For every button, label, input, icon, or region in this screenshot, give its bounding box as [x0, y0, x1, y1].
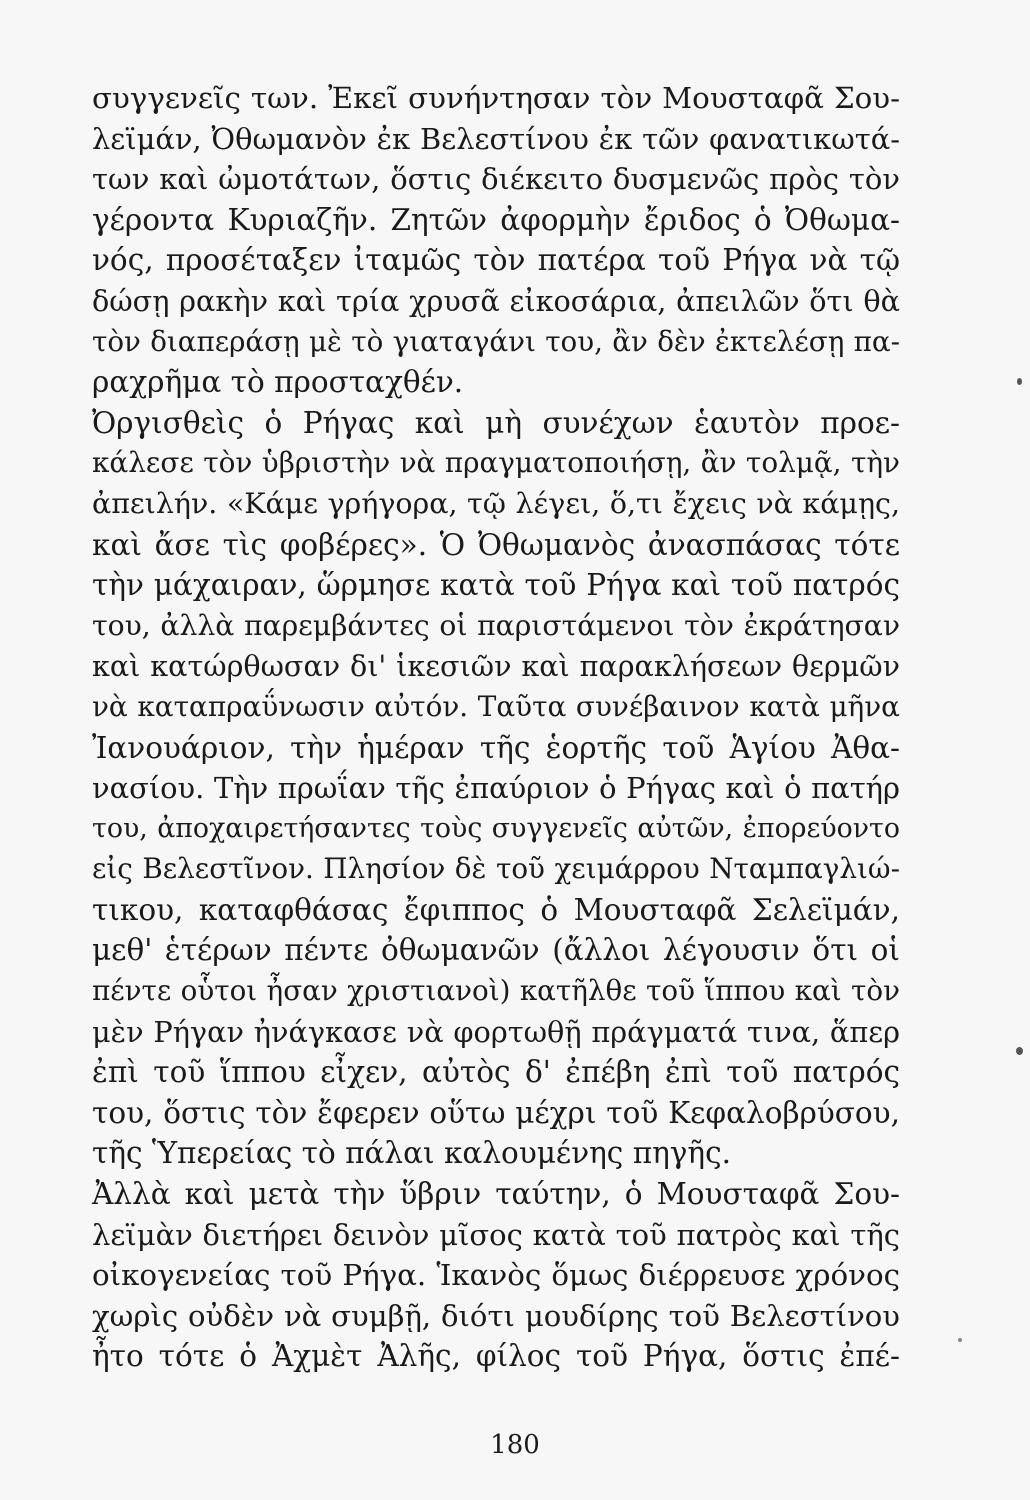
text-line: του, ὅστις τὸν ἔφερεν οὕτω μέχρι τοῦ Κεφαλοβρύσου, [92, 1095, 900, 1130]
text-line: τῆς Ὑπερείας τὸ πάλαι καλουμένης πηγῆς. [92, 1136, 731, 1171]
text-line: του, ἀποχαιρετήσαντες τοὺς συγγενεῖς αὐτῶν, ἐπορεύοντο [92, 812, 900, 844]
scan-speck [1016, 1047, 1023, 1055]
text-line: εἰς Βελεστῖνον. Πλησίον δὲ τοῦ χειμάρρου Νταμπαγλιώ- [92, 852, 900, 886]
text-line: συγγενεῖς των. Ἐκεῖ συνήντησαν τὸν Μουσταφᾶ Σου- [92, 81, 900, 115]
text-line: του, ἀλλὰ παρεμβάντες οἱ παριστάμενοι τὸν ἐκράτησαν [92, 608, 900, 642]
text-line: καὶ κατώρθωσαν δι' ἱκεσιῶν καὶ παρακλήσεων θερμῶν [92, 649, 900, 684]
text-line: λεϊμάν, Ὀθωμανὸν ἐκ Βελεστίνου ἐκ τῶν φανατικωτά- [92, 121, 900, 156]
text-line: γέροντα Κυριαζῆν. Ζητῶν ἀφορμὴν ἔριδος ὁ Ὀθωμα- [92, 202, 900, 237]
text-line: δώσῃ ρακὴν καὶ τρία χρυσᾶ εἰκοσάρια, ἀπειλῶν ὅτι θὰ [92, 283, 900, 318]
text-line: τικου, καταφθάσας ἔφιππος ὁ Μουσταφᾶ Σελεϊμάν, [92, 892, 900, 927]
text-line: μὲν Ρήγαν ἠνάγκασε νὰ φορτωθῇ πράγματά τινα, ἅπερ [92, 1014, 900, 1049]
text-line: Ἀλλὰ καὶ μετὰ τὴν ὕβριν ταύτην, ὁ Μουσταφᾶ Σου- [92, 1177, 900, 1212]
text-line: πέντε οὗτοι ἦσαν χριστιανοὶ) κατῆλθε τοῦ ἵππου καὶ τὸν [92, 974, 900, 1008]
scan-speck [1017, 378, 1022, 385]
text-line: νὰ καταπραΰνωσιν αὐτόν. Ταῦτα συνέβαινον κατὰ μῆνα [92, 689, 900, 723]
text-line: ἀπειλήν. «Κάμε γρήγορα, τῷ λέγει, ὅ,τι ἔχεις νὰ κάμῃς, [92, 486, 900, 520]
body-text [92, 78, 900, 1377]
text-line: νασίου. Τὴν πρωΐαν τῆς ἐπαύριον ὁ Ρήγας καὶ ὁ πατήρ [92, 771, 900, 806]
text-line: των καὶ ὠμοτάτων, ὅστις διέκειτο δυσμενῶς πρὸς τὸν [92, 162, 900, 197]
text-line: ἦτο τότε ὁ Ἀχμὲτ Ἀλῆς, φίλος τοῦ Ρήγα, ὅστις ἐπέ- [92, 1339, 900, 1374]
text-line: νός, προσέταξεν ἰταμῶς τὸν πατέρα τοῦ Ρήγα νὰ τῷ [92, 243, 900, 278]
text-line: οἰκογενείας τοῦ Ρήγα. Ἱκανὸς ὅμως διέρρευσε χρόνος [92, 1258, 900, 1293]
page-number: 180 [490, 1430, 540, 1460]
text-line: καὶ ἄσε τὶς φοβέρες». Ὁ Ὀθωμανὸς ἀνασπάσας τότε [92, 527, 900, 562]
text-line: τὸν διαπεράσῃ μὲ τὸ γιαταγάνι του, ἂν δὲν ἐκτελέσῃ πα- [92, 324, 900, 358]
text-line: Ἰανουάριον, τὴν ἡμέραν τῆς ἑορτῆς τοῦ Ἁγίου Ἀθα- [92, 730, 900, 765]
text-line: Ὀργισθεὶς ὁ Ρήγας καὶ μὴ συνέχων ἑαυτὸν προε- [92, 405, 900, 440]
text-line: τὴν μάχαιραν, ὥρμησε κατὰ τοῦ Ρήγα καὶ τοῦ πατρός [92, 568, 900, 603]
text-line: μεθ' ἑτέρων πέντε ὀθωμανῶν (ἄλλοι λέγουσιν ὅτι οἱ [92, 933, 900, 968]
text-line: λεϊμὰν διετήρει δεινὸν μῖσος κατὰ τοῦ πατρὸς καὶ τῆς [92, 1217, 900, 1252]
text-line: χωρὶς οὐδὲν νὰ συμβῇ, διότι μουδίρης τοῦ Βελεστίνου [92, 1298, 900, 1333]
text-line: ἐπὶ τοῦ ἵππου εἶχεν, αὐτὸς δ' ἐπέβη ἐπὶ τοῦ πατρός [92, 1055, 900, 1090]
text-line: ραχρῆμα τὸ προσταχθέν. [92, 365, 464, 400]
text-line: κάλεσε τὸν ὑβριστὴν νὰ πραγματοποιήσῃ, ἂν τολμᾷ, τὴν [92, 446, 900, 480]
scan-speck [958, 1338, 962, 1342]
